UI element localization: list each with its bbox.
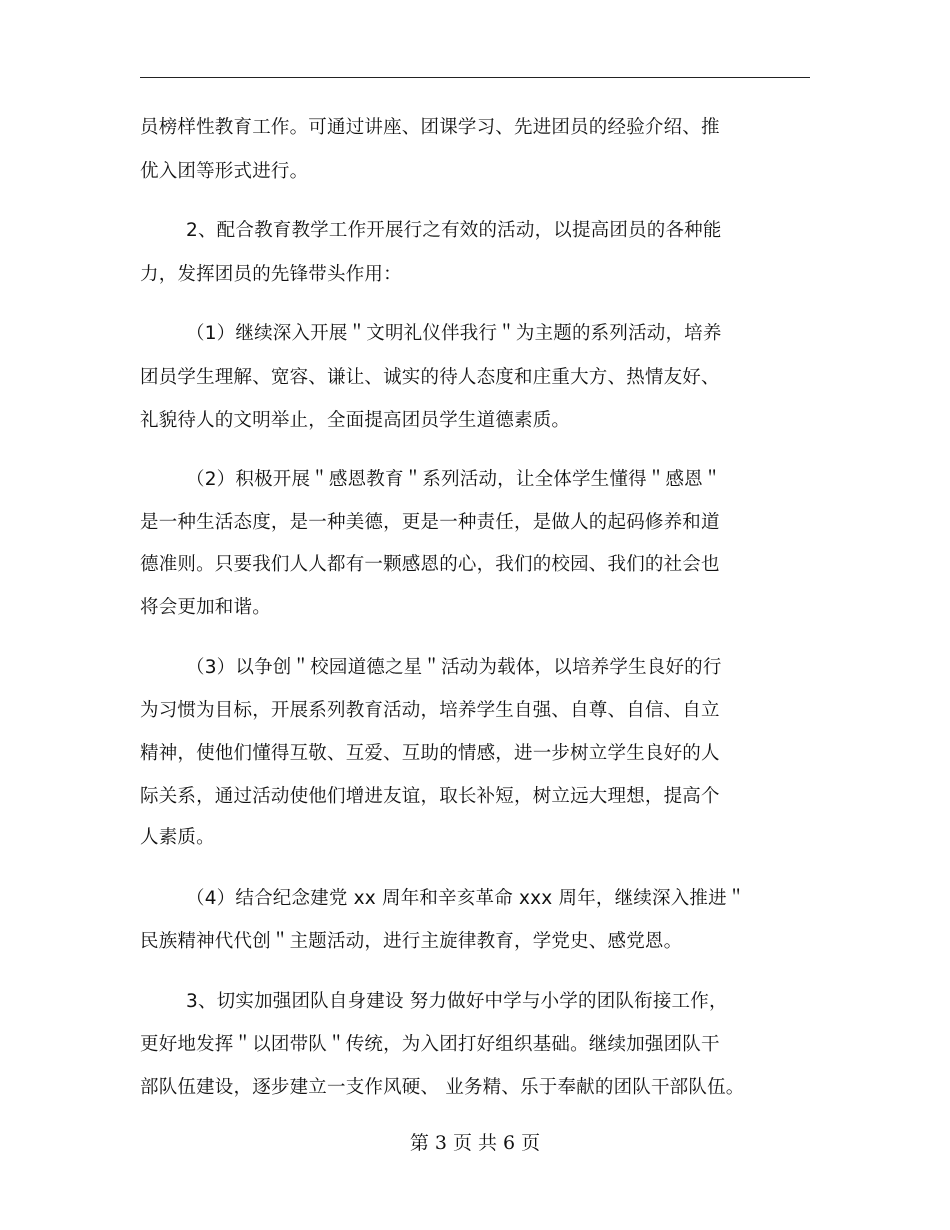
body-line: （3）以争创＂校园道德之星＂活动为载体，以培养学生良好的行 bbox=[186, 657, 722, 678]
body-line: 为习惯为目标，开展系列教育活动，培养学生自强、自尊、自信、自立 bbox=[140, 700, 720, 721]
body-line: 德准则。只要我们人人都有一颗感恩的心，我们的校园、我们的社会也 bbox=[140, 554, 720, 575]
body-line: 际关系，通过活动使他们增进友谊，取长补短，树立远大理想，提高个 bbox=[140, 786, 720, 807]
body-line: 员榜样性教育工作。可通过讲座、团课学习、先进团员的经验介绍、推 bbox=[140, 117, 720, 138]
body-line: （4）结合纪念建党 xx 周年和辛亥革命 xxx 周年，继续深入推进＂ bbox=[186, 888, 746, 909]
body-line: 优入团等形式进行。 bbox=[140, 161, 309, 182]
body-line: 部队伍建设，逐步建立一支作风硬、 业务精、乐于奉献的团队干部队伍。 bbox=[140, 1077, 745, 1098]
body-line: 2、配合教育教学工作开展行之有效的活动，以提高团员的各种能 bbox=[186, 220, 722, 241]
header-rule bbox=[140, 77, 810, 78]
body-line: 是一种生活态度，是一种美德，更是一种责任，是做人的起码修养和道 bbox=[140, 512, 720, 533]
body-line: 人素质。 bbox=[140, 827, 215, 848]
body-line: （1）继续深入开展＂文明礼仪伴我行＂为主题的系列活动，培养 bbox=[186, 323, 722, 344]
body-line: 更好地发挥＂以团带队＂传统，为入团打好组织基础。继续加强团队干 bbox=[140, 1034, 720, 1055]
body-line: 3、切实加强团队自身建设 努力做好中学与小学的团队衔接工作， bbox=[186, 991, 728, 1012]
body-line: 团员学生理解、宽容、谦让、诚实的待人态度和庄重大方、热情友好、 bbox=[140, 367, 720, 388]
body-line: 礼貌待人的文明举止，全面提高团员学生道德素质。 bbox=[140, 410, 571, 431]
page-number-footer: 第 3 页 共 6 页 bbox=[409, 1132, 541, 1154]
body-line: 将会更加和谐。 bbox=[140, 597, 271, 618]
body-line: 精神，使他们懂得互敬、互爱、互助的情感，进一步树立学生良好的人 bbox=[140, 743, 720, 764]
body-line: 民族精神代代创＂主题活动，进行主旋律教育，学党史、感党恩。 bbox=[140, 931, 683, 952]
body-line: （2）积极开展＂感恩教育＂系列活动，让全体学生懂得＂感恩＂ bbox=[186, 469, 722, 490]
body-line: 力，发挥团员的先锋带头作用： bbox=[140, 264, 402, 285]
